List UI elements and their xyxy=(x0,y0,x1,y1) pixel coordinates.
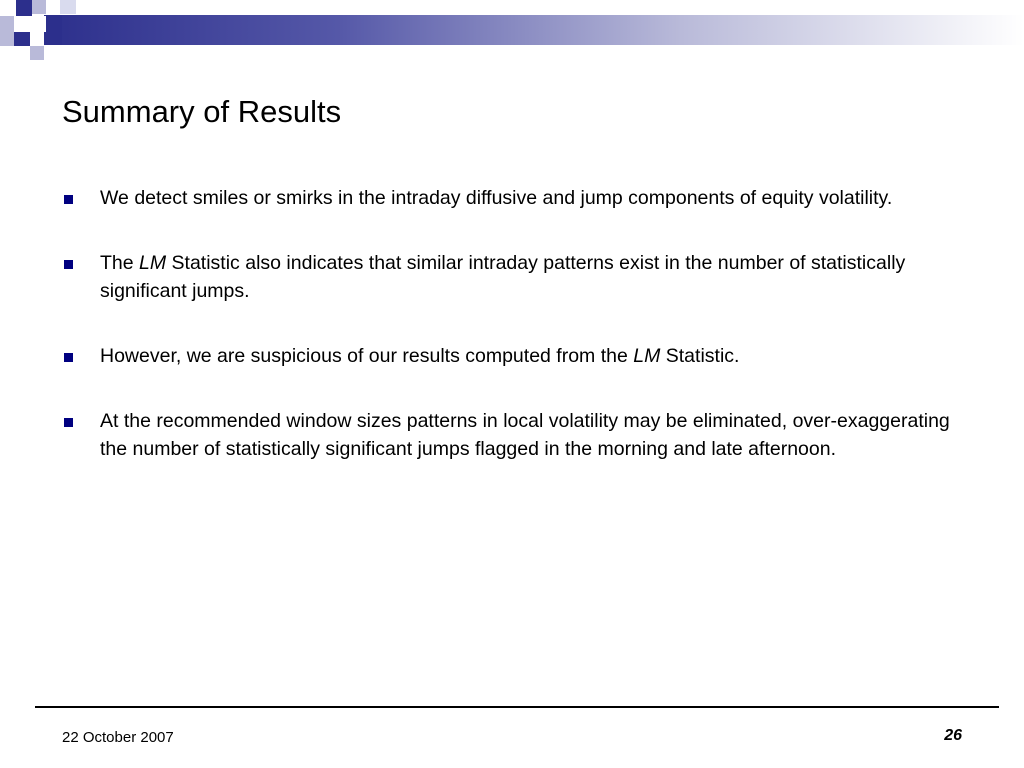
banner-square xyxy=(46,15,62,45)
bullet-emphasis: LM xyxy=(139,252,167,274)
banner-square xyxy=(0,16,14,32)
bullet-text-end: Statistic also indicates that similar intraday patterns exist in the number of statistically significant jumps. xyxy=(100,252,906,302)
footer-divider xyxy=(35,706,999,708)
banner-square xyxy=(14,32,30,46)
bullet-text: We detect smiles or smirks in the intraday diffusive and jump components of equity volatility. xyxy=(100,187,893,209)
bullet-text-start: The xyxy=(100,252,140,274)
bullet-text-start: However, we are suspicious of our results computed from the xyxy=(100,345,634,367)
banner-square xyxy=(60,0,76,14)
banner-square xyxy=(16,18,30,32)
square-bullet-icon xyxy=(64,195,73,204)
bullet-text: At the recommended window sizes patterns in local volatility may be eliminated, over-exaggerating the number of statistically significant jumps flagged in the morning and late afternoon. xyxy=(100,410,950,460)
square-bullet-icon xyxy=(64,353,73,362)
banner-square xyxy=(30,46,44,60)
bullet-item xyxy=(62,249,967,305)
banner-square xyxy=(0,32,14,46)
bullet-item xyxy=(62,184,967,212)
square-bullet-icon xyxy=(64,260,73,269)
banner-square xyxy=(16,0,32,16)
bullet-item xyxy=(62,342,967,370)
slide-title: Summary of Results xyxy=(62,94,342,129)
banner-gradient-bar xyxy=(44,15,1024,45)
banner-square xyxy=(32,0,46,14)
footer-date: 22 October 2007 xyxy=(62,729,174,746)
square-bullet-icon xyxy=(64,418,73,427)
bullet-list xyxy=(62,184,967,500)
bullet-emphasis: LM xyxy=(633,345,661,367)
banner-square xyxy=(0,0,16,16)
banner-square xyxy=(30,16,46,32)
page-number: 26 xyxy=(944,727,962,744)
header-banner xyxy=(0,0,1024,62)
bullet-text-end: Statistic. xyxy=(660,345,740,367)
bullet-item xyxy=(62,407,967,463)
